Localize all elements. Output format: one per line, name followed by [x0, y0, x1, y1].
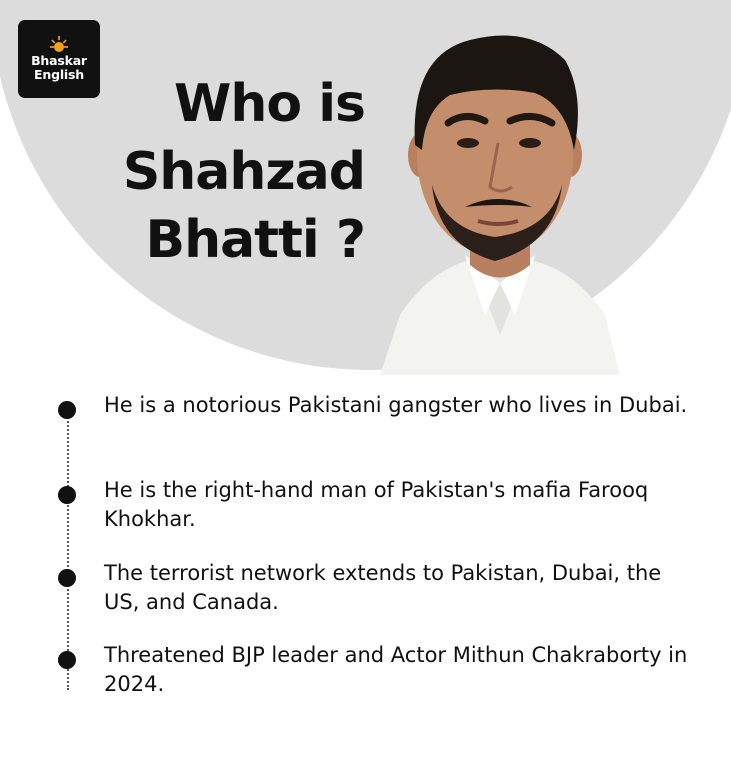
bullet-dot [58, 651, 76, 669]
fact-text: He is the right-hand man of Pakistan's mafia Farooq Khokhar. [104, 478, 649, 531]
fact-text: Threatened BJP leader and Actor Mithun Chakraborty in 2024. [104, 643, 688, 696]
sun-icon [48, 36, 70, 52]
bullet-dot [58, 486, 76, 504]
timeline-line [67, 410, 69, 690]
title-line1: Who is [174, 74, 365, 134]
portrait-photo [360, 15, 640, 375]
logo-text-line1: Bhaskar [31, 53, 87, 68]
fact-text: The terrorist network extends to Pakistan, Dubai, the US, and Canada. [104, 561, 662, 614]
title-line2: Shahzad [122, 142, 365, 202]
bullet-dot [58, 401, 76, 419]
logo-text-line2: English [34, 67, 84, 82]
fact-text: He is a notorious Pakistani gangster who lives in Dubai. [104, 393, 688, 417]
title-line3: Bhatti ? [145, 210, 365, 270]
bullet-dot [58, 569, 76, 587]
page-title [80, 70, 365, 274]
